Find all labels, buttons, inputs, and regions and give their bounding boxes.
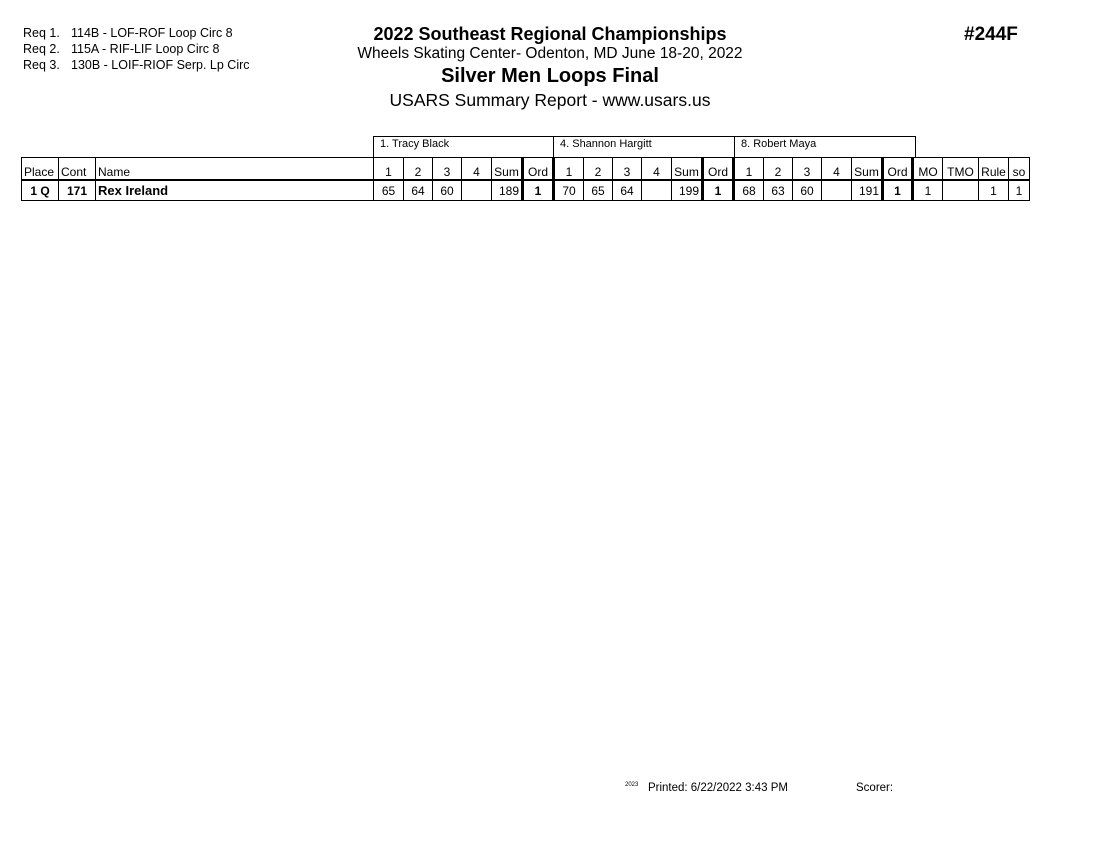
col-j1-sum: Sum (492, 158, 523, 181)
col-j3-fig1: 1 (734, 158, 764, 181)
col-j2-ord: Ord (703, 158, 734, 181)
requirement-3: Req 3. 130B - LOIF-RIOF Serp. Lp Circ (23, 58, 250, 72)
j3-ordinal: 1 (883, 180, 913, 201)
col-j3-sum: Sum (852, 158, 883, 181)
j3-score-1: 68 (734, 180, 764, 201)
j1-ordinal: 1 (523, 180, 554, 201)
col-j3-fig4: 4 (822, 158, 852, 181)
j3-sum: 191 (852, 180, 883, 201)
skater-name: Rex Ireland (96, 180, 374, 201)
j1-score-1: 65 (374, 180, 404, 201)
mo-cell: 1 (913, 180, 943, 201)
col-j1-ord: Ord (523, 158, 554, 181)
col-j2-fig3: 3 (613, 158, 642, 181)
j3-score-3: 60 (793, 180, 822, 201)
j1-score-3: 60 (433, 180, 462, 201)
so-cell: 1 (1009, 180, 1030, 201)
j2-score-3: 64 (613, 180, 642, 201)
venue-dates: Wheels Skating Center- Odenton, MD June 18-20, 2022 (357, 45, 743, 62)
col-j1-fig3: 3 (433, 158, 462, 181)
requirement-2: Req 2. 115A - RIF-LIF Loop Circ 8 (23, 42, 220, 56)
event-title: Silver Men Loops Final (441, 65, 659, 87)
requirement-1: Req 1. 114B - LOF-ROF Loop Circ 8 (23, 26, 233, 40)
col-j2-fig1: 1 (554, 158, 584, 181)
col-j1-fig1: 1 (374, 158, 404, 181)
col-name: Name (96, 158, 374, 181)
tmo-cell (943, 180, 979, 201)
col-tmo: TMO (943, 158, 979, 181)
col-so: so (1009, 158, 1030, 181)
printed-timestamp: Printed: 6/22/2022 3:43 PM (647, 782, 788, 794)
judge-3-header: 8. Robert Maya (734, 136, 916, 157)
col-rule: Rule (979, 158, 1009, 181)
col-j2-fig4: 4 (642, 158, 672, 181)
col-j1-fig2: 2 (404, 158, 433, 181)
scorer-label: Scorer: (856, 782, 894, 794)
col-j3-fig3: 3 (793, 158, 822, 181)
results-table (21, 157, 1030, 201)
col-place: Place (22, 158, 59, 181)
judge-1-header: 1. Tracy Black (373, 136, 554, 157)
rule-cell: 1 (979, 180, 1009, 201)
col-mo: MO (913, 158, 943, 181)
print-footer (625, 782, 788, 794)
col-j3-fig2: 2 (764, 158, 793, 181)
j2-score-2: 65 (584, 180, 613, 201)
place-cell: 1 Q (22, 180, 59, 201)
j2-score-1: 70 (554, 180, 584, 201)
table-header-row (22, 158, 1030, 181)
j1-sum: 189 (492, 180, 523, 201)
judge-2-header: 4. Shannon Hargitt (553, 136, 735, 157)
j2-ordinal: 1 (703, 180, 734, 201)
requirements-list (23, 25, 250, 73)
footer-tiny-code: 2023 (625, 782, 639, 788)
j2-sum: 199 (672, 180, 703, 201)
competition-title: 2022 Southeast Regional Championships (373, 24, 727, 44)
j1-score-4 (462, 180, 492, 201)
j1-score-2: 64 (404, 180, 433, 201)
col-j2-sum: Sum (672, 158, 703, 181)
col-j1-fig4: 4 (462, 158, 492, 181)
col-j3-ord: Ord (883, 158, 913, 181)
event-number: #244F (964, 24, 1018, 45)
table-row (22, 180, 1030, 201)
cont-cell: 171 (59, 180, 96, 201)
j2-score-4 (642, 180, 672, 201)
j3-score-2: 63 (764, 180, 793, 201)
report-title: USARS Summary Report - www.usars.us (389, 90, 711, 110)
col-cont: Cont (59, 158, 96, 181)
col-j2-fig2: 2 (584, 158, 613, 181)
j3-score-4 (822, 180, 852, 201)
